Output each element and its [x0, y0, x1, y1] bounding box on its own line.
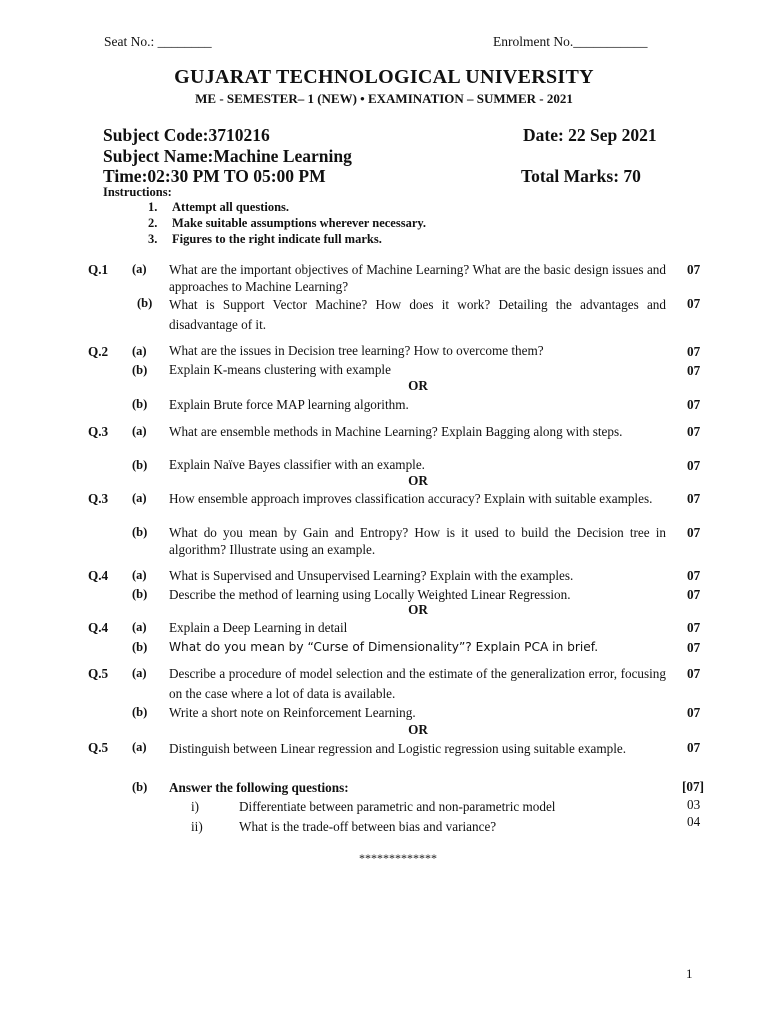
end-of-paper-marker: *************	[359, 851, 437, 865]
part-label: (b)	[132, 458, 148, 472]
question-marks: 07	[687, 587, 701, 602]
or-separator: OR	[408, 473, 428, 488]
sub-question-marks: 03	[687, 797, 701, 812]
question-number: Q.5	[88, 666, 109, 681]
question-marks: 07	[687, 740, 701, 755]
instructions-label: Instructions:	[103, 185, 172, 199]
question-marks: 07	[687, 568, 701, 583]
instruction-number: 3.	[148, 232, 158, 246]
question-text: Explain Brute force MAP learning algorithm.	[169, 397, 409, 412]
question-number: Q.1	[88, 262, 109, 277]
part-label: (a)	[132, 262, 147, 276]
instruction-item: Attempt all questions.	[172, 200, 290, 214]
part-label: (b)	[132, 363, 148, 377]
question-text: How ensemble approach improves classification accuracy? Explain with suitable examples.	[169, 491, 653, 506]
question-marks: 07	[687, 705, 701, 720]
part-label: (a)	[132, 740, 147, 754]
question-number: Q.4	[88, 620, 109, 635]
exam-title: ME - SEMESTER– 1 (NEW) • EXAMINATION – SUMMER - 2021	[195, 91, 573, 106]
part-label: (b)	[132, 587, 148, 601]
enrolment-number-field: Enrolment No.___________	[493, 34, 648, 49]
question-text: What are the issues in Decision tree learning? How to overcome them?	[169, 343, 544, 358]
question-marks: 07	[687, 666, 701, 681]
question-marks: 07	[687, 363, 701, 378]
question-number: Q.4	[88, 568, 109, 583]
part-label: (a)	[132, 344, 147, 358]
part-label: (a)	[132, 491, 147, 505]
question-text: What are the important objectives of Machine Learning? What are the basic design issues and approaches to Machine Learning?	[169, 262, 666, 294]
part-label: (b)	[132, 705, 148, 719]
sub-question-number: i)	[191, 799, 200, 814]
instruction-number: 1.	[148, 200, 158, 214]
question-number: Q.2	[88, 344, 109, 359]
exam-date: Date: 22 Sep 2021	[523, 125, 657, 145]
question-text: Write a short note on Reinforcement Learning.	[169, 705, 416, 720]
question-marks: 07	[687, 458, 701, 473]
question-text: Explain a Deep Learning in detail	[169, 620, 348, 635]
question-marks: [07]	[682, 779, 704, 794]
question-number: Q.3	[88, 491, 109, 506]
subject-name: Subject Name:Machine Learning	[103, 146, 352, 166]
or-separator: OR	[408, 378, 428, 393]
instruction-item: Make suitable assumptions wherever necessary.	[172, 216, 427, 230]
question-marks: 07	[687, 344, 701, 359]
question-text: What do you mean by “Curse of Dimensionality”? Explain PCA in brief.	[169, 640, 599, 654]
total-marks: Total Marks: 70	[521, 166, 641, 186]
question-marks: 07	[687, 620, 701, 635]
question-marks: 07	[687, 640, 701, 655]
exam-time: Time:02:30 PM TO 05:00 PM	[103, 166, 326, 186]
or-separator: OR	[408, 722, 428, 737]
question-text: What is Supervised and Unsupervised Learning? Explain with the examples.	[169, 568, 574, 583]
page-number: 1	[686, 966, 693, 981]
question-marks: 07	[687, 397, 701, 412]
question-text: Explain K-means clustering with example	[169, 362, 391, 377]
question-text: Answer the following questions:	[169, 780, 349, 795]
question-text: What do you mean by Gain and Entropy? How is it used to build the Decision tree in algorithm? Illustrate using an example.	[169, 525, 666, 557]
instruction-item: Figures to the right indicate full marks.	[172, 232, 382, 246]
sub-question-number: ii)	[191, 819, 203, 834]
question-text: Distinguish between Linear regression and Logistic regression using suitable example.	[169, 741, 627, 756]
question-marks: 07	[687, 296, 701, 311]
question-text: Describe a procedure of model selection and the estimate of the generalization error, focusing on the case where a lot of data is available.	[169, 666, 666, 701]
question-text: What are ensemble methods in Machine Learning? Explain Bagging along with steps.	[169, 424, 623, 439]
question-text: Describe the method of learning using Locally Weighted Linear Regression.	[169, 587, 571, 602]
part-label: (a)	[132, 666, 147, 680]
question-marks: 07	[687, 262, 701, 277]
question-text: What is Support Vector Machine? How does it work? Detailing the advantages and disadvantage of it.	[169, 297, 666, 332]
instruction-number: 2.	[148, 216, 158, 230]
university-name: GUJARAT TECHNOLOGICAL UNIVERSITY	[174, 66, 594, 88]
question-marks: 07	[687, 491, 701, 506]
sub-question-marks: 04	[687, 814, 701, 829]
sub-question-text: Differentiate between parametric and non-parametric model	[239, 799, 556, 814]
question-number: Q.3	[88, 424, 109, 439]
question-text: Explain Naïve Bayes classifier with an example.	[169, 457, 425, 472]
part-label: (b)	[137, 296, 153, 310]
part-label: (a)	[132, 424, 147, 438]
question-number: Q.5	[88, 740, 109, 755]
question-marks: 07	[687, 424, 701, 439]
part-label: (b)	[132, 525, 148, 539]
or-separator: OR	[408, 602, 428, 617]
part-label: (b)	[132, 780, 148, 794]
question-marks: 07	[687, 525, 701, 540]
part-label: (b)	[132, 397, 148, 411]
subject-code: Subject Code:3710216	[103, 125, 270, 145]
part-label: (b)	[132, 640, 148, 654]
sub-question-text: What is the trade-off between bias and variance?	[239, 819, 497, 834]
seat-number-field: Seat No.: ________	[104, 34, 212, 49]
part-label: (a)	[132, 620, 147, 634]
part-label: (a)	[132, 568, 147, 582]
